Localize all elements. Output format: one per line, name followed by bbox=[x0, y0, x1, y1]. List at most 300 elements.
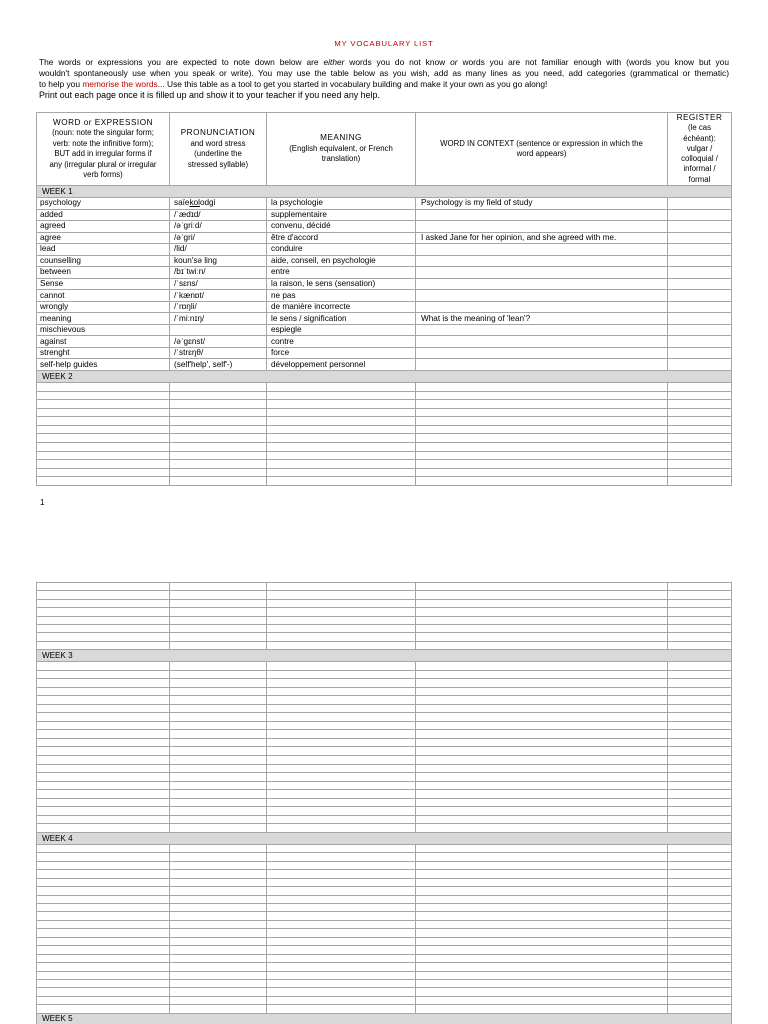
meaning-cell: être d'accord bbox=[267, 233, 416, 244]
empty-row bbox=[37, 739, 732, 748]
empty-cell bbox=[267, 988, 416, 995]
register-cell bbox=[668, 279, 732, 290]
empty-cell bbox=[668, 946, 732, 953]
week-row bbox=[37, 186, 732, 198]
empty-cell bbox=[170, 765, 267, 773]
empty-row bbox=[37, 400, 732, 409]
empty-cell bbox=[416, 671, 668, 679]
empty-row bbox=[37, 773, 732, 782]
empty-cell bbox=[668, 477, 732, 485]
empty-cell bbox=[267, 625, 416, 632]
empty-cell bbox=[37, 862, 170, 869]
empty-cell bbox=[668, 617, 732, 624]
empty-cell bbox=[37, 747, 170, 755]
empty-cell bbox=[170, 980, 267, 987]
pronunciation-cell: /lid/ bbox=[170, 244, 267, 255]
empty-cell bbox=[267, 929, 416, 936]
empty-cell bbox=[267, 790, 416, 798]
empty-cell bbox=[668, 862, 732, 869]
empty-cell bbox=[37, 824, 170, 832]
empty-row bbox=[37, 417, 732, 426]
pronunciation-cell: /əˈgri/ bbox=[170, 233, 267, 244]
empty-cell bbox=[668, 671, 732, 679]
empty-cell bbox=[170, 845, 267, 852]
context-cell bbox=[416, 244, 668, 255]
empty-row bbox=[37, 938, 732, 946]
stressed-syllable: kol bbox=[189, 198, 200, 208]
empty-row bbox=[37, 460, 732, 469]
empty-cell bbox=[267, 400, 416, 408]
empty-cell bbox=[267, 879, 416, 886]
register-cell bbox=[668, 348, 732, 359]
empty-cell bbox=[37, 912, 170, 919]
empty-cell bbox=[170, 662, 267, 670]
empty-cell bbox=[668, 469, 732, 477]
empty-cell bbox=[170, 583, 267, 590]
pronunciation-cell: /ˈkænɒt/ bbox=[170, 290, 267, 301]
empty-row bbox=[37, 845, 732, 853]
empty-row bbox=[37, 469, 732, 478]
week-label: WEEK 4 bbox=[37, 833, 732, 844]
empty-row bbox=[37, 452, 732, 461]
empty-row bbox=[37, 642, 732, 650]
word-cell: self-help guides bbox=[37, 359, 170, 370]
empty-cell bbox=[37, 469, 170, 477]
empty-cell bbox=[416, 870, 668, 877]
header-note: verb: note the infinitive form); bbox=[52, 138, 154, 148]
empty-cell bbox=[170, 426, 267, 434]
empty-row bbox=[37, 392, 732, 401]
empty-cell bbox=[37, 679, 170, 687]
empty-cell bbox=[267, 870, 416, 877]
empty-cell bbox=[416, 434, 668, 442]
pronunciation-part: saïe bbox=[174, 198, 190, 208]
empty-cell bbox=[668, 955, 732, 962]
empty-cell bbox=[267, 705, 416, 713]
empty-cell bbox=[668, 730, 732, 738]
pronunciation-part: odgi bbox=[199, 198, 216, 208]
empty-cell bbox=[416, 887, 668, 894]
empty-cell bbox=[170, 642, 267, 649]
word-cell: agreed bbox=[37, 221, 170, 232]
empty-cell bbox=[267, 443, 416, 451]
empty-cell bbox=[37, 434, 170, 442]
week-row bbox=[37, 1014, 732, 1024]
register-cell bbox=[668, 267, 732, 278]
empty-row bbox=[37, 383, 732, 392]
empty-cell bbox=[267, 739, 416, 747]
empty-cell bbox=[37, 730, 170, 738]
header-note: and word stress bbox=[190, 138, 246, 148]
empty-cell bbox=[37, 963, 170, 970]
meaning-cell: conduire bbox=[267, 244, 416, 255]
empty-cell bbox=[416, 955, 668, 962]
empty-cell bbox=[668, 756, 732, 764]
empty-cell bbox=[416, 756, 668, 764]
vocab-row bbox=[37, 313, 732, 325]
vocab-row bbox=[37, 267, 732, 279]
empty-cell bbox=[37, 853, 170, 860]
vocabulary-table-page-2 bbox=[36, 582, 732, 1024]
header-note: informal / bbox=[683, 164, 716, 174]
table-header-row bbox=[37, 113, 732, 186]
empty-cell bbox=[416, 713, 668, 721]
register-cell bbox=[668, 221, 732, 232]
empty-row bbox=[37, 688, 732, 697]
empty-cell bbox=[170, 452, 267, 460]
empty-cell bbox=[267, 469, 416, 477]
emphasis-or: or bbox=[450, 57, 458, 67]
word-cell: Sense bbox=[37, 279, 170, 290]
empty-row bbox=[37, 409, 732, 418]
empty-cell bbox=[170, 756, 267, 764]
word-cell: lead bbox=[37, 244, 170, 255]
empty-cell bbox=[668, 460, 732, 468]
empty-row bbox=[37, 988, 732, 996]
empty-cell bbox=[37, 879, 170, 886]
empty-cell bbox=[267, 862, 416, 869]
empty-cell bbox=[668, 870, 732, 877]
empty-cell bbox=[416, 679, 668, 687]
empty-cell bbox=[267, 824, 416, 832]
empty-cell bbox=[416, 426, 668, 434]
context-cell bbox=[416, 267, 668, 278]
empty-cell bbox=[668, 912, 732, 919]
empty-cell bbox=[668, 443, 732, 451]
empty-cell bbox=[668, 938, 732, 945]
empty-cell bbox=[37, 946, 170, 953]
empty-row bbox=[37, 756, 732, 765]
pronunciation-cell: koun'sə ling bbox=[170, 256, 267, 267]
empty-cell bbox=[37, 600, 170, 607]
empty-cell bbox=[416, 747, 668, 755]
empty-row bbox=[37, 824, 732, 833]
word-cell: meaning bbox=[37, 313, 170, 324]
empty-cell bbox=[267, 713, 416, 721]
meaning-cell: ne pas bbox=[267, 290, 416, 301]
empty-row bbox=[37, 870, 732, 878]
empty-cell bbox=[267, 730, 416, 738]
empty-cell bbox=[416, 879, 668, 886]
empty-cell bbox=[416, 1005, 668, 1012]
empty-cell bbox=[267, 921, 416, 928]
pronunciation-cell: /ˈædɪd/ bbox=[170, 210, 267, 221]
empty-cell bbox=[267, 662, 416, 670]
empty-row bbox=[37, 713, 732, 722]
empty-cell bbox=[267, 696, 416, 704]
empty-cell bbox=[37, 765, 170, 773]
empty-cell bbox=[416, 963, 668, 970]
context-cell bbox=[416, 336, 668, 347]
empty-cell bbox=[668, 824, 732, 832]
meaning-cell: la psychologie bbox=[267, 198, 416, 209]
header-note: translation) bbox=[321, 154, 361, 164]
empty-cell bbox=[37, 477, 170, 485]
context-cell: Psychology is my field of study bbox=[416, 198, 668, 209]
pronunciation-cell: /ˈmiːnɪŋ/ bbox=[170, 313, 267, 324]
empty-cell bbox=[267, 722, 416, 730]
empty-row bbox=[37, 963, 732, 971]
header-note: colloquial / bbox=[681, 154, 718, 164]
empty-cell bbox=[37, 997, 170, 1004]
empty-cell bbox=[170, 392, 267, 400]
meaning-cell: espiegle bbox=[267, 325, 416, 336]
empty-cell bbox=[668, 679, 732, 687]
empty-cell bbox=[668, 633, 732, 640]
empty-cell bbox=[416, 862, 668, 869]
empty-row bbox=[37, 625, 732, 633]
vocab-row bbox=[37, 325, 732, 337]
header-note: échéant): bbox=[683, 133, 716, 143]
empty-cell bbox=[267, 816, 416, 824]
empty-cell bbox=[37, 608, 170, 615]
empty-cell bbox=[668, 434, 732, 442]
empty-cell bbox=[170, 633, 267, 640]
empty-cell bbox=[416, 799, 668, 807]
empty-cell bbox=[267, 679, 416, 687]
empty-cell bbox=[37, 782, 170, 790]
empty-cell bbox=[170, 997, 267, 1004]
empty-cell bbox=[170, 988, 267, 995]
empty-cell bbox=[170, 912, 267, 919]
empty-cell bbox=[170, 824, 267, 832]
empty-cell bbox=[170, 730, 267, 738]
empty-cell bbox=[416, 400, 668, 408]
empty-cell bbox=[267, 417, 416, 425]
pronunciation-cell bbox=[170, 325, 267, 336]
empty-cell bbox=[668, 879, 732, 886]
empty-cell bbox=[170, 383, 267, 391]
instructions-text: to help you bbox=[39, 79, 83, 89]
empty-cell bbox=[37, 625, 170, 632]
empty-cell bbox=[416, 705, 668, 713]
empty-cell bbox=[170, 1005, 267, 1012]
context-cell bbox=[416, 302, 668, 313]
empty-cell bbox=[37, 988, 170, 995]
empty-cell bbox=[170, 434, 267, 442]
empty-cell bbox=[37, 409, 170, 417]
empty-cell bbox=[37, 739, 170, 747]
empty-cell bbox=[668, 722, 732, 730]
empty-cell bbox=[37, 671, 170, 679]
empty-cell bbox=[170, 853, 267, 860]
empty-row bbox=[37, 591, 732, 599]
empty-cell bbox=[37, 887, 170, 894]
empty-cell bbox=[170, 929, 267, 936]
pronunciation-cell: /əˈgriːd/ bbox=[170, 221, 267, 232]
empty-cell bbox=[416, 946, 668, 953]
empty-cell bbox=[416, 642, 668, 649]
empty-cell bbox=[267, 912, 416, 919]
empty-cell bbox=[668, 642, 732, 649]
empty-cell bbox=[170, 790, 267, 798]
vocab-row bbox=[37, 302, 732, 314]
register-cell bbox=[668, 325, 732, 336]
empty-row bbox=[37, 879, 732, 887]
empty-cell bbox=[416, 845, 668, 852]
empty-cell bbox=[416, 443, 668, 451]
empty-row bbox=[37, 477, 732, 486]
empty-cell bbox=[37, 904, 170, 911]
empty-cell bbox=[668, 963, 732, 970]
empty-cell bbox=[170, 921, 267, 928]
empty-cell bbox=[668, 980, 732, 987]
empty-cell bbox=[37, 756, 170, 764]
empty-cell bbox=[170, 946, 267, 953]
header-note: (English equivalent, or French bbox=[289, 143, 393, 153]
empty-cell bbox=[267, 392, 416, 400]
word-cell: against bbox=[37, 336, 170, 347]
empty-cell bbox=[37, 722, 170, 730]
empty-cell bbox=[416, 904, 668, 911]
empty-cell bbox=[170, 671, 267, 679]
word-in-context-header bbox=[416, 113, 668, 185]
empty-cell bbox=[170, 617, 267, 624]
header-title: PRONUNCIATION bbox=[180, 128, 256, 137]
instructions-line-3 bbox=[39, 79, 729, 90]
empty-cell bbox=[37, 443, 170, 451]
empty-cell bbox=[37, 460, 170, 468]
empty-cell bbox=[37, 452, 170, 460]
meaning-cell: développement personnel bbox=[267, 359, 416, 370]
empty-cell bbox=[170, 799, 267, 807]
empty-cell bbox=[267, 980, 416, 987]
empty-cell bbox=[416, 409, 668, 417]
header-title: WORD or EXPRESSION bbox=[53, 117, 153, 127]
empty-row bbox=[37, 662, 732, 671]
empty-row bbox=[37, 426, 732, 435]
empty-cell bbox=[37, 383, 170, 391]
meaning-cell: contre bbox=[267, 336, 416, 347]
pronunciation-cell: /əˈgɛnst/ bbox=[170, 336, 267, 347]
empty-cell bbox=[668, 583, 732, 590]
empty-cell bbox=[416, 988, 668, 995]
empty-cell bbox=[170, 747, 267, 755]
header-title: REGISTER bbox=[676, 113, 723, 123]
empty-cell bbox=[668, 747, 732, 755]
vocab-row bbox=[37, 221, 732, 233]
week-row bbox=[37, 650, 732, 662]
empty-row bbox=[37, 443, 732, 452]
page-number: 1 bbox=[40, 498, 45, 507]
pronunciation-cell: /bɪˈtwiːn/ bbox=[170, 267, 267, 278]
empty-cell bbox=[37, 400, 170, 408]
empty-row bbox=[37, 608, 732, 616]
empty-cell bbox=[668, 392, 732, 400]
empty-row bbox=[37, 722, 732, 731]
empty-row bbox=[37, 730, 732, 739]
empty-cell bbox=[267, 671, 416, 679]
empty-cell bbox=[416, 730, 668, 738]
empty-cell bbox=[668, 409, 732, 417]
empty-cell bbox=[37, 426, 170, 434]
empty-cell bbox=[668, 625, 732, 632]
emphasis-either: either bbox=[323, 57, 345, 67]
empty-cell bbox=[37, 417, 170, 425]
empty-row bbox=[37, 816, 732, 825]
empty-cell bbox=[267, 434, 416, 442]
empty-cell bbox=[170, 896, 267, 903]
empty-cell bbox=[267, 642, 416, 649]
register-cell bbox=[668, 233, 732, 244]
document-title: MY VOCABULARY LIST bbox=[334, 39, 434, 48]
empty-cell bbox=[416, 477, 668, 485]
empty-cell bbox=[37, 1005, 170, 1012]
empty-cell bbox=[267, 938, 416, 945]
empty-row bbox=[37, 904, 732, 912]
empty-cell bbox=[267, 845, 416, 852]
empty-row bbox=[37, 583, 732, 591]
empty-row bbox=[37, 671, 732, 680]
empty-cell bbox=[170, 417, 267, 425]
week-label: WEEK 5 bbox=[37, 1014, 732, 1024]
word-cell: added bbox=[37, 210, 170, 221]
empty-cell bbox=[170, 782, 267, 790]
empty-cell bbox=[668, 896, 732, 903]
word-cell: strenght bbox=[37, 348, 170, 359]
empty-cell bbox=[267, 617, 416, 624]
empty-cell bbox=[416, 816, 668, 824]
context-cell: What is the meaning of 'lean'? bbox=[416, 313, 668, 324]
vocab-row bbox=[37, 336, 732, 348]
header-line: WORD IN CONTEXT (sentence or expression in which the bbox=[440, 138, 643, 148]
empty-cell bbox=[37, 980, 170, 987]
register-cell bbox=[668, 290, 732, 301]
instructions-line-1 bbox=[39, 57, 729, 68]
header-note: (le cas bbox=[688, 123, 711, 133]
empty-cell bbox=[668, 426, 732, 434]
header-line: word appears) bbox=[516, 149, 567, 158]
empty-cell bbox=[37, 617, 170, 624]
vocab-row bbox=[37, 256, 732, 268]
empty-cell bbox=[416, 824, 668, 832]
empty-cell bbox=[267, 633, 416, 640]
empty-cell bbox=[416, 469, 668, 477]
empty-row bbox=[37, 887, 732, 895]
word-expression-header bbox=[37, 113, 170, 185]
register-header bbox=[668, 113, 732, 185]
empty-cell bbox=[267, 600, 416, 607]
week-label: WEEK 2 bbox=[37, 371, 732, 382]
empty-cell bbox=[668, 417, 732, 425]
empty-cell bbox=[267, 887, 416, 894]
empty-cell bbox=[416, 722, 668, 730]
context-cell: I asked Jane for her opinion, and she agreed with me. bbox=[416, 233, 668, 244]
empty-cell bbox=[267, 477, 416, 485]
register-cell bbox=[668, 313, 732, 324]
empty-cell bbox=[37, 896, 170, 903]
week-row bbox=[37, 371, 732, 383]
empty-cell bbox=[416, 896, 668, 903]
empty-cell bbox=[416, 392, 668, 400]
empty-cell bbox=[416, 617, 668, 624]
header-note: (underline the bbox=[194, 149, 242, 158]
empty-cell bbox=[416, 739, 668, 747]
empty-cell bbox=[170, 938, 267, 945]
empty-cell bbox=[170, 862, 267, 869]
vocab-row bbox=[37, 290, 732, 302]
empty-cell bbox=[37, 790, 170, 798]
empty-cell bbox=[37, 773, 170, 781]
context-cell bbox=[416, 290, 668, 301]
empty-cell bbox=[267, 853, 416, 860]
pronunciation-cell: /ˈsɛns/ bbox=[170, 279, 267, 290]
empty-cell bbox=[37, 972, 170, 979]
week-label: WEEK 3 bbox=[37, 650, 732, 661]
header-note: vulgar / bbox=[686, 143, 713, 153]
empty-cell bbox=[668, 988, 732, 995]
empty-cell bbox=[170, 773, 267, 781]
